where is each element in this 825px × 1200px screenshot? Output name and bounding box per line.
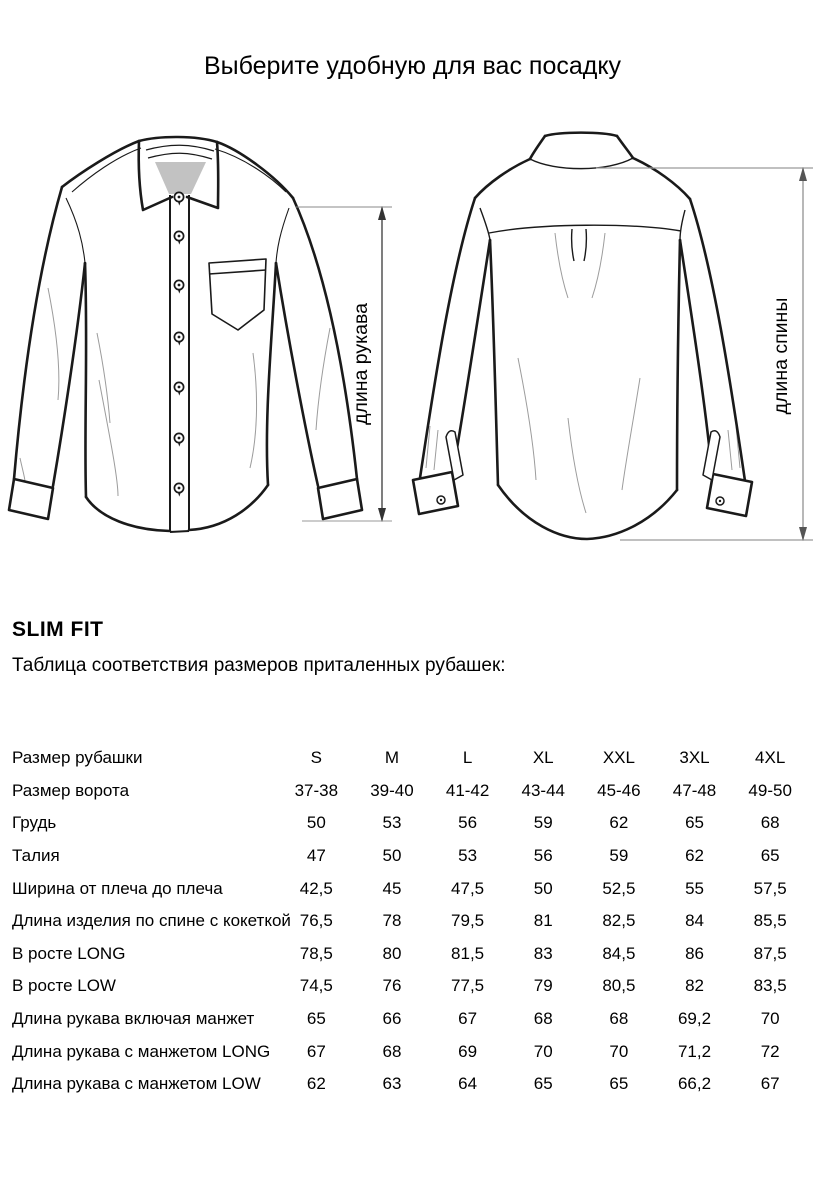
row-label-cell: Талия [12, 846, 60, 866]
value-cell: 39-40 [370, 780, 414, 800]
cuff-plackets [446, 431, 720, 480]
fit-section-subtitle: Таблица соответствия размеров приталенных рубашек: [12, 655, 506, 676]
value-cell: 57,5 [753, 878, 787, 898]
value-cell: 47,5 [451, 878, 485, 898]
value-cell: 74,5 [299, 976, 333, 996]
back-length-label: длина спины [770, 297, 792, 415]
value-cell: 65 [609, 1074, 629, 1094]
value-cell: 70 [533, 1041, 553, 1061]
value-cell: 76,5 [299, 911, 333, 931]
value-cell: 82,5 [602, 911, 636, 931]
value-cell: 67 [760, 1074, 780, 1094]
value-cell: 69 [458, 1041, 478, 1061]
value-cell: 67 [458, 1009, 478, 1029]
size-table-row [12, 1035, 808, 1068]
value-cell: 82 [685, 976, 704, 996]
dimension-arrow-up-icon [378, 206, 386, 220]
value-cell: 43-44 [521, 780, 565, 800]
value-cell: 76 [382, 976, 402, 996]
value-cell: 59 [609, 846, 629, 866]
size-table-row [12, 775, 808, 808]
value-cell: 80 [382, 943, 402, 963]
value-cell: XXL [602, 748, 635, 768]
page-title: Выберите удобную для вас посадку [203, 52, 622, 80]
value-cell: 77,5 [451, 976, 485, 996]
value-cell: 79,5 [451, 911, 485, 931]
sleeve-length-label: длина рукава [350, 303, 372, 425]
value-cell: 49-50 [748, 780, 792, 800]
dimension-arrow-down-icon [378, 508, 386, 522]
value-cell: 55 [685, 878, 704, 898]
value-cell: 68 [760, 813, 780, 833]
front-placket [170, 195, 189, 532]
value-cell: 84 [685, 911, 704, 931]
front-fold-lines [20, 288, 330, 496]
value-cell: 62 [609, 813, 629, 833]
value-cell: 41-42 [445, 780, 490, 800]
value-cell: 45-46 [597, 780, 641, 800]
value-cell: 47 [306, 846, 326, 866]
value-cell: 87,5 [753, 943, 787, 963]
value-cell: 69,2 [677, 1009, 712, 1029]
front-shirt-outline [9, 137, 362, 531]
back-length-dimension [596, 167, 813, 541]
value-cell: 68 [382, 1041, 402, 1061]
value-cell: 65 [306, 1009, 326, 1029]
row-label-cell: В росте LOW [12, 976, 116, 996]
value-cell: 53 [458, 846, 478, 866]
value-cell: S [310, 748, 322, 768]
value-cell: 63 [382, 1074, 402, 1094]
value-cell: 65 [760, 846, 780, 866]
back-shirt-outline [413, 133, 752, 539]
fit-section-heading: SLIM FIT [12, 618, 104, 641]
size-table-row [12, 872, 808, 905]
size-table-header-row [12, 742, 808, 775]
value-cell: 86 [685, 943, 704, 963]
size-table-row [12, 1068, 808, 1101]
collar-inner-area [155, 162, 206, 194]
row-label-cell: Длина рукава включая манжет [12, 1009, 255, 1029]
row-label-cell: Ширина от плеча до плеча [12, 878, 223, 898]
row-label-cell: Длина изделия по спине с кокеткой [12, 911, 291, 931]
back-cuff-buttons [437, 496, 724, 505]
value-cell: 71,2 [677, 1041, 712, 1061]
value-cell: 50 [382, 846, 402, 866]
value-cell: 4XL [755, 748, 786, 768]
size-table-row [12, 970, 808, 1003]
row-label-cell: Длина рукава с манжетом LOW [12, 1074, 261, 1094]
chest-pocket [209, 259, 266, 330]
value-cell: 64 [458, 1074, 478, 1094]
value-cell: 72 [760, 1041, 780, 1061]
value-cell: 47-48 [672, 780, 717, 800]
value-cell: 50 [306, 813, 326, 833]
back-fold-lines [426, 233, 740, 513]
size-table-row [12, 840, 808, 873]
row-label-cell: Грудь [12, 813, 57, 833]
value-cell: 56 [533, 846, 553, 866]
row-label-cell: Размер рубашки [12, 748, 143, 768]
size-table-row [12, 905, 808, 938]
value-cell: 65 [685, 813, 704, 833]
size-table-row [12, 938, 808, 971]
row-label-cell: В росте LONG [12, 943, 126, 963]
front-shirt-diagram [0, 128, 400, 558]
value-cell: 45 [382, 878, 402, 898]
value-cell: 85,5 [753, 911, 787, 931]
sleeve-length-dimension [296, 206, 392, 522]
value-cell: 66,2 [677, 1074, 712, 1094]
size-table [12, 742, 808, 1101]
value-cell: 70 [609, 1041, 629, 1061]
value-cell: 68 [533, 1009, 553, 1029]
value-cell: 42,5 [299, 878, 333, 898]
value-cell: 70 [760, 1009, 780, 1029]
value-cell: 59 [533, 813, 553, 833]
row-label-cell: Размер ворота [12, 780, 130, 800]
size-table-row [12, 1003, 808, 1036]
value-cell: 81 [533, 911, 553, 931]
value-cell: M [384, 748, 400, 768]
value-cell: 68 [609, 1009, 629, 1029]
front-buttons [174, 192, 183, 496]
dimension-arrow-down-icon [799, 527, 807, 541]
value-cell: 53 [382, 813, 402, 833]
dimension-arrow-up-icon [799, 167, 807, 181]
value-cell: L [462, 748, 473, 768]
value-cell: 52,5 [602, 878, 636, 898]
value-cell: 78 [382, 911, 402, 931]
value-cell: 66 [382, 1009, 402, 1029]
value-cell: XL [532, 748, 554, 768]
value-cell: 80,5 [602, 976, 636, 996]
value-cell: 81,5 [451, 943, 485, 963]
value-cell: 65 [533, 1074, 553, 1094]
value-cell: 83,5 [753, 976, 787, 996]
value-cell: 84,5 [602, 943, 636, 963]
value-cell: 83 [533, 943, 553, 963]
value-cell: 62 [306, 1074, 326, 1094]
value-cell: 37-38 [294, 780, 339, 800]
value-cell: 50 [533, 878, 553, 898]
value-cell: 56 [458, 813, 478, 833]
back-shirt-diagram [400, 128, 825, 558]
value-cell: 67 [306, 1041, 326, 1061]
size-table-body [12, 742, 808, 1101]
value-cell: 62 [685, 846, 704, 866]
value-cell: 78,5 [299, 943, 333, 963]
value-cell: 79 [533, 976, 553, 996]
size-table-row [12, 807, 808, 840]
row-label-cell: Длина рукава с манжетом LONG [12, 1041, 271, 1061]
value-cell: 3XL [679, 748, 710, 768]
